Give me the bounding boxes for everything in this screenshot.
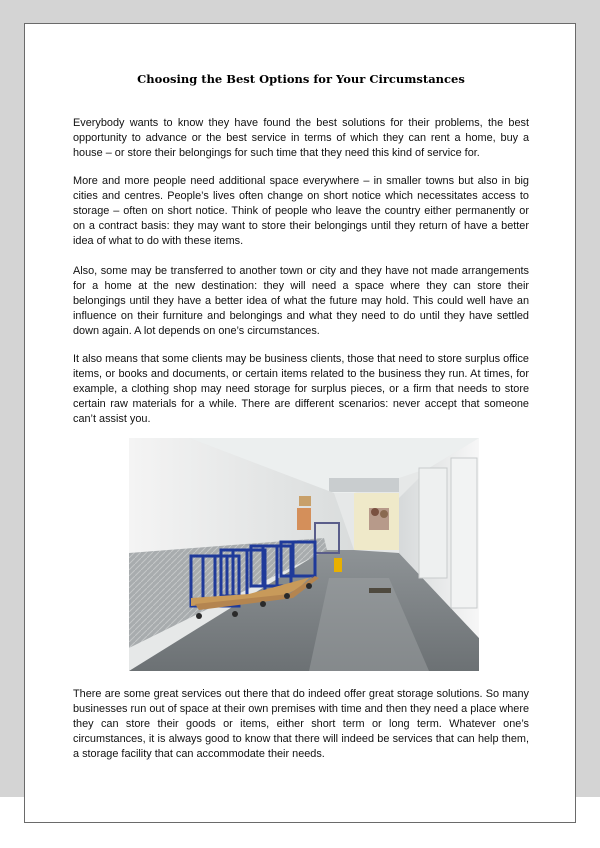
paragraph-3: Also, some may be transferred to another town or city and they have not made arrangements for a home at the new destination: they will need a space where they can store their belongings until they have a better idea of what the future may hold. This could well have an influence on their furniture and belongings and what they need to do until they have settled down again. A lot depends on one’s circumstances. bbox=[73, 265, 529, 337]
paragraph-4: It also means that some clients may be business clients, those that need to store surplus office items, or books and documents, or certain items related to the business they run. At times, for example, a clothing shop may need storage for surplus pieces, or a firm that needs to store certain raw materials for a while. There are different scenarios: never accept that someone can’t assist you. bbox=[73, 353, 529, 425]
paragraph-1: Everybody wants to know they have found the best solutions for their problems, the best opportunity to advance or the best service in terms of which they can rent a home, buy a house – or store their belongings for such time that they need this kind of service for. bbox=[73, 117, 529, 159]
page-title: Choosing the Best Options for Your Circumstances bbox=[137, 72, 465, 86]
paragraph-2: More and more people need additional space everywhere – in smaller towns but also in big cities and centres. People’s lives often change on short notice which necessitates access to storage – often on short notice. Think of people who leave the country either permanently or on a contract basis: they may want to store their belongings until they return of have a better idea of what to do with these items. bbox=[73, 175, 529, 247]
paragraph-5: There are some great services out there that do indeed offer great storage solutions. So many businesses run out of space at their own premises with time and then they need a place where they can store their goods or items, either short term or long term. Whatever one’s circumstances, it is always good to know that there will indeed be services that can help them, a storage facility that can accommodate their needs. bbox=[73, 688, 529, 760]
document-page bbox=[24, 23, 576, 823]
storage-corridor-photo bbox=[129, 438, 479, 671]
